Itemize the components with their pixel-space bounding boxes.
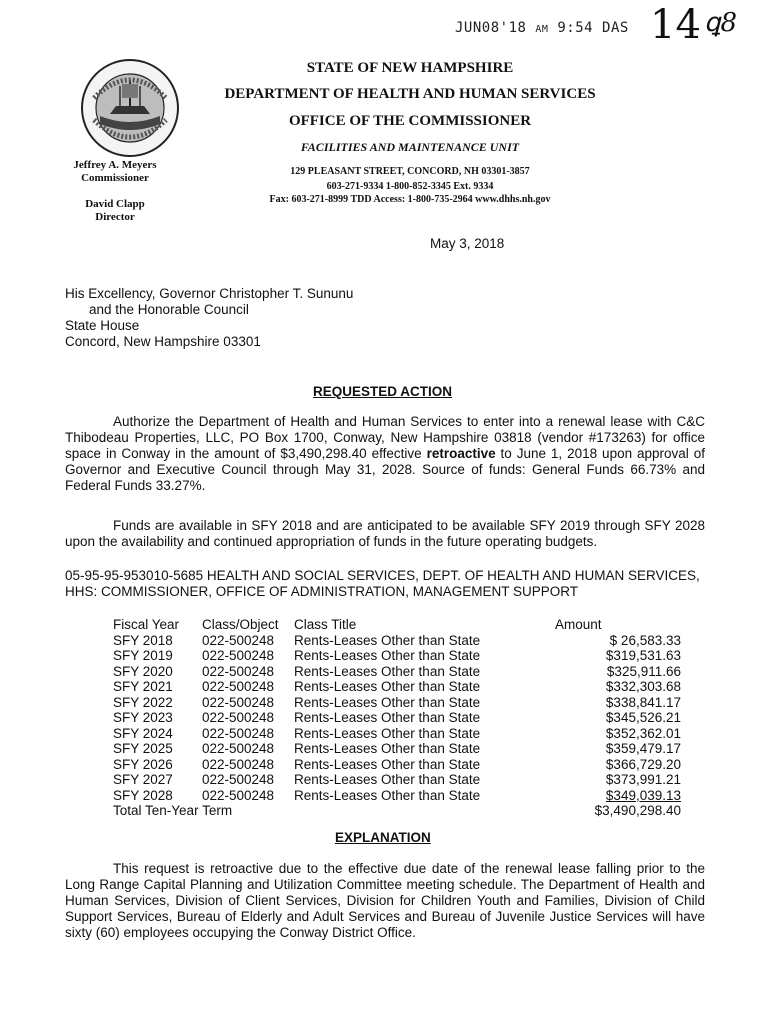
amount-cell: $ 26,583.33 — [609, 632, 681, 648]
class-object-cell: 022-500248 — [202, 756, 275, 772]
letterhead-fax: Fax: 603-271-8999 TDD Access: 1-800-735-2964 www.dhhs.nh.gov — [269, 194, 551, 205]
fiscal-year-cell: SFY 2021 — [113, 679, 173, 694]
amount-cell: $325,911.66 — [606, 663, 681, 679]
amount-cell: $349,039.13 — [605, 787, 681, 803]
recipient-line-2: and the Honorable Council — [89, 302, 249, 317]
class-object-cell: 022-500248 — [202, 741, 275, 756]
amount-cell: $373,991.21 — [605, 772, 681, 787]
class-object-cell: 022-500248 — [202, 694, 275, 710]
fiscal-year-cell: SFY 2026 — [113, 756, 173, 772]
class-object-cell: 022-500248 — [202, 710, 275, 725]
total-amount: $3,490,298.40 — [594, 803, 681, 818]
letterhead-office: OFFICE OF THE COMMISSIONER — [288, 113, 532, 129]
class-object-cell: 022-500248 — [202, 632, 275, 648]
class-title-cell: Rents-Leases Other than State — [294, 787, 481, 803]
fiscal-year-cell: SFY 2018 — [113, 632, 173, 648]
amount-cell: $352,362.01 — [605, 725, 681, 741]
header-amount: Amount — [555, 617, 602, 632]
amount-cell: $319,531.63 — [605, 648, 681, 663]
stamp-ampm: AM — [535, 24, 549, 35]
class-title-cell: Rents-Leases Other than State — [294, 663, 481, 679]
letter-date: May 3, 2018 — [430, 236, 505, 251]
letterhead-state: STATE OF NEW HAMPSHIRE — [306, 60, 514, 76]
class-title-cell: Rents-Leases Other than State — [294, 632, 481, 648]
explanation-heading: EXPLANATION — [335, 830, 431, 845]
fiscal-year-cell: SFY 2028 — [113, 787, 173, 803]
recipient-line-1: His Excellency, Governor Christopher T. Sununu — [65, 286, 354, 301]
letterhead-phone: 603-271-9334 1-800-852-3345 Ext. 9334 — [326, 181, 494, 192]
handwritten-number: 14 — [650, 2, 701, 48]
para1-text-a: Authorize the Department of Health and Human Services to enter into a renewal lease with C&C Thibodeau Properties, LLC, PO Box 1700, Conway, New Hampshire 03818 (vendor #173263) for office space in Conway in the amount of $3,490,298.40 effective — [65, 414, 705, 461]
fiscal-year-cell: SFY 2027 — [113, 772, 173, 787]
total-label: Total Ten-Year Term — [113, 803, 233, 818]
received-stamp — [455, 20, 629, 36]
para1-text-b: to June 1, 2018 upon approval of Governor and Executive Council through May 31, 2028. Source of funds: General Funds 66.73% and Federal Funds 33.27%. — [65, 446, 705, 493]
amount-cell: $359,479.17 — [605, 741, 681, 756]
class-title-cell: Rents-Leases Other than State — [294, 679, 481, 694]
recipient-line-3: State House — [65, 318, 140, 333]
header-fiscal-year: Fiscal Year — [113, 617, 180, 632]
class-object-cell: 022-500248 — [202, 679, 275, 694]
class-object-cell: 022-500248 — [202, 787, 275, 803]
class-title-cell: Rents-Leases Other than State — [294, 710, 481, 725]
director-title: Director — [95, 211, 135, 223]
fiscal-year-cell: SFY 2022 — [113, 694, 173, 710]
class-object-cell: 022-500248 — [202, 663, 275, 679]
requested-action-paragraph — [65, 414, 705, 494]
letterhead-department: DEPARTMENT OF HEALTH AND HUMAN SERVICES — [224, 86, 596, 102]
stamp-code: DAS — [602, 20, 629, 36]
header-class-object: Class/Object — [202, 617, 279, 632]
account-line: 05-95-95-953010-5685 HEALTH AND SOCIAL SERVICES, DEPT. OF HEALTH AND HUMAN SERVICES, HHS: COMMISSIONER, OFFICE OF ADMINISTRATION, MANAGEMENT SUPPORT — [65, 568, 700, 599]
funds-paragraph: Funds are available in SFY 2018 and are anticipated to be available SFY 2019 through SFY 2028 upon the availability and continued appropriation of funds in the future operating budgets. — [65, 518, 705, 549]
stamp-date: JUN08'18 — [455, 20, 527, 36]
amount-cell: $332,303.68 — [605, 679, 681, 694]
header-class-title: Class Title — [294, 617, 357, 632]
fiscal-year-cell: SFY 2023 — [113, 710, 173, 725]
fiscal-year-cell: SFY 2024 — [113, 725, 173, 741]
class-title-cell: Rents-Leases Other than State — [294, 756, 481, 772]
amount-cell: $345,526.21 — [605, 710, 681, 725]
amount-cell: $338,841.17 — [605, 694, 681, 710]
class-title-cell: Rents-Leases Other than State — [294, 725, 481, 741]
class-title-cell: Rents-Leases Other than State — [294, 648, 481, 663]
class-title-cell: Rents-Leases Other than State — [294, 772, 481, 787]
para1-bold: retroactive — [426, 446, 496, 461]
class-object-cell: 022-500248 — [202, 725, 275, 741]
fiscal-year-cell: SFY 2020 — [113, 663, 173, 679]
class-title-cell: Rents-Leases Other than State — [294, 741, 481, 756]
class-object-cell: 022-500248 — [202, 648, 275, 663]
handwritten-initials: ꝗ8 — [704, 8, 738, 38]
class-object-cell: 022-500248 — [202, 772, 275, 787]
director-name: David Clapp — [85, 198, 145, 210]
class-title-cell: Rents-Leases Other than State — [294, 694, 481, 710]
fiscal-year-cell: SFY 2019 — [113, 648, 173, 663]
letterhead-unit: FACILITIES AND MAINTENANCE UNIT — [300, 140, 520, 154]
fiscal-year-cell: SFY 2025 — [113, 741, 173, 756]
stamp-time: 9:54 — [557, 20, 594, 36]
letterhead-address: 129 PLEASANT STREET, CONCORD, NH 03301-3857 — [290, 166, 530, 177]
amount-cell: $366,729.20 — [605, 756, 681, 772]
explanation-paragraph: This request is retroactive due to the effective due date of the renewal lease falling prior to the Long Range Capital Planning and Utilization Committee meeting schedule. The Department of Health and Human Services, Division of Client Services, Division for Children Youth and Families, Division of Child Support Services, Bureau of Elderly and Adult Services and Bureau of Juvenile Justice Services will have sixty (60) employees occupying the Conway District Office. — [65, 861, 705, 940]
commissioner-title: Commissioner — [81, 172, 149, 184]
recipient-line-4: Concord, New Hampshire 03301 — [65, 334, 261, 349]
state-seal-icon — [80, 58, 180, 158]
commissioner-name: Jeffrey A. Meyers — [73, 159, 157, 171]
requested-action-heading: REQUESTED ACTION — [313, 384, 453, 399]
